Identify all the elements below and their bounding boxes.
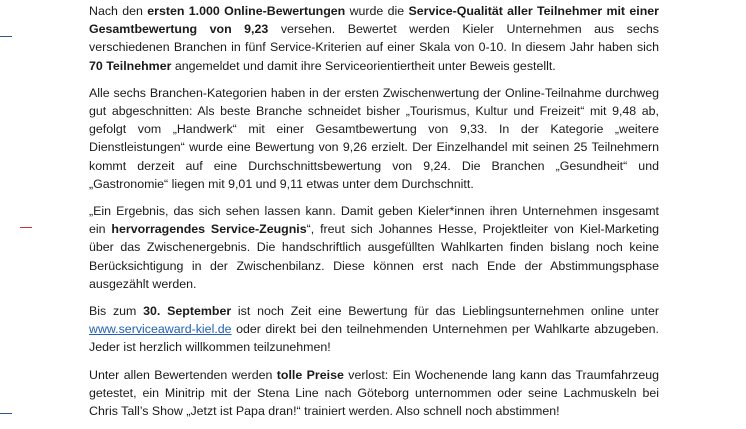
bold-text: hervorragendes Service-Zeugnis	[111, 222, 307, 237]
paragraph-results	[89, 2, 659, 75]
text-segment: angemeldet und damit ihre Serviceorientiertheit unter Beweis gestellt.	[171, 58, 556, 73]
bold-text: tolle Preise	[276, 367, 344, 382]
margin-mark-middle	[20, 227, 32, 228]
text-segment: oder direkt bei den teilnehmenden Unternehmen per Wahlkarte abzugeben. Jeder ist herzlich willkommen teilzunehmen!	[89, 322, 659, 355]
margin-mark-top	[0, 36, 12, 37]
document-body	[89, 2, 659, 429]
paragraph-deadline	[89, 302, 659, 357]
text-segment: ist noch Zeit eine Bewertung für das Lieblingsunternehmen online unter	[231, 304, 659, 319]
text-segment: “, freut sich Johannes Hesse, Projektleiter von Kiel-Marketing über das Zwischenergebnis. Die handschriftlich ausgefüllten Wahlkarten finden bislang noch keine Berücksichtigung in der Zwischenbilanz. Diese können erst nach Ende der Abstimmungsphase ausgezählt werden.	[89, 222, 659, 291]
margin-mark-bottom	[0, 413, 12, 414]
text-segment: Alle sechs Branchen-Kategorien haben in der ersten Zwischenwertung der Online-Teilnahme durchweg gut abgeschnitten: Als beste Branche schneidet bisher „Tourismus, Kultur und Freizeit“ mit 9,48 ab, gefolgt vom „Handwerk“ mit einer Gesamtbewertung von 9,33. In der Kategorie „weitere Dienstleistungen“ wurde eine Bewertung von 9,26 erzielt. Der Einzelhandel mit seinen 25 Teilnehmern kommt derzeit auf eine Durchschnittsbewertung von 9,24. Die Branchen „Gesundheit“ und „Gastronomie“ liegen mit 9,01 und 9,11 etwas unter dem Durchschnitt.	[89, 85, 659, 191]
text-segment: versehen. Bewertet werden Kieler Unternehmen aus sechs verschiedenen Branchen in fünf Service-Kriterien auf einer Skala von 0-10. In diesem Jahr haben sich	[89, 22, 659, 55]
bold-text: 30. September	[143, 304, 232, 319]
text-segment: wurde die	[345, 4, 409, 18]
text-segment: Unter allen Bewertenden werden	[89, 367, 277, 382]
serviceaward-link[interactable]: www.serviceaward-kiel.de	[89, 322, 232, 337]
text-segment: Nach den	[89, 4, 148, 18]
text-segment: „Ein Ergebnis, das sich sehen lassen kann. Damit geben Kieler*innen ihren Unternehmen insgesamt ein	[89, 204, 659, 237]
bold-text: Service-Qualität aller Teilnehmer mit einer Gesamtbewertung von 9,23	[89, 4, 659, 37]
paragraph-quote	[89, 202, 659, 293]
text-segment: verlost: Ein Wochenende lang kann das Traumfahrzeug getestet, ein Minitrip mit der Stena Line nach Göteborg unternommen oder seine Lachmuskeln bei Chris Tall’s Show „Jetzt ist Papa dran!“ trainiert werden. Also schnell noch abstimmen!	[89, 367, 659, 419]
paragraph-branches	[89, 84, 659, 193]
paragraph-prizes	[89, 366, 659, 421]
text-segment: Bis zum	[89, 304, 144, 319]
bold-text: ersten 1.000 Online-Bewertungen	[147, 4, 346, 18]
bold-text: 70 Teilnehmer	[89, 58, 172, 73]
